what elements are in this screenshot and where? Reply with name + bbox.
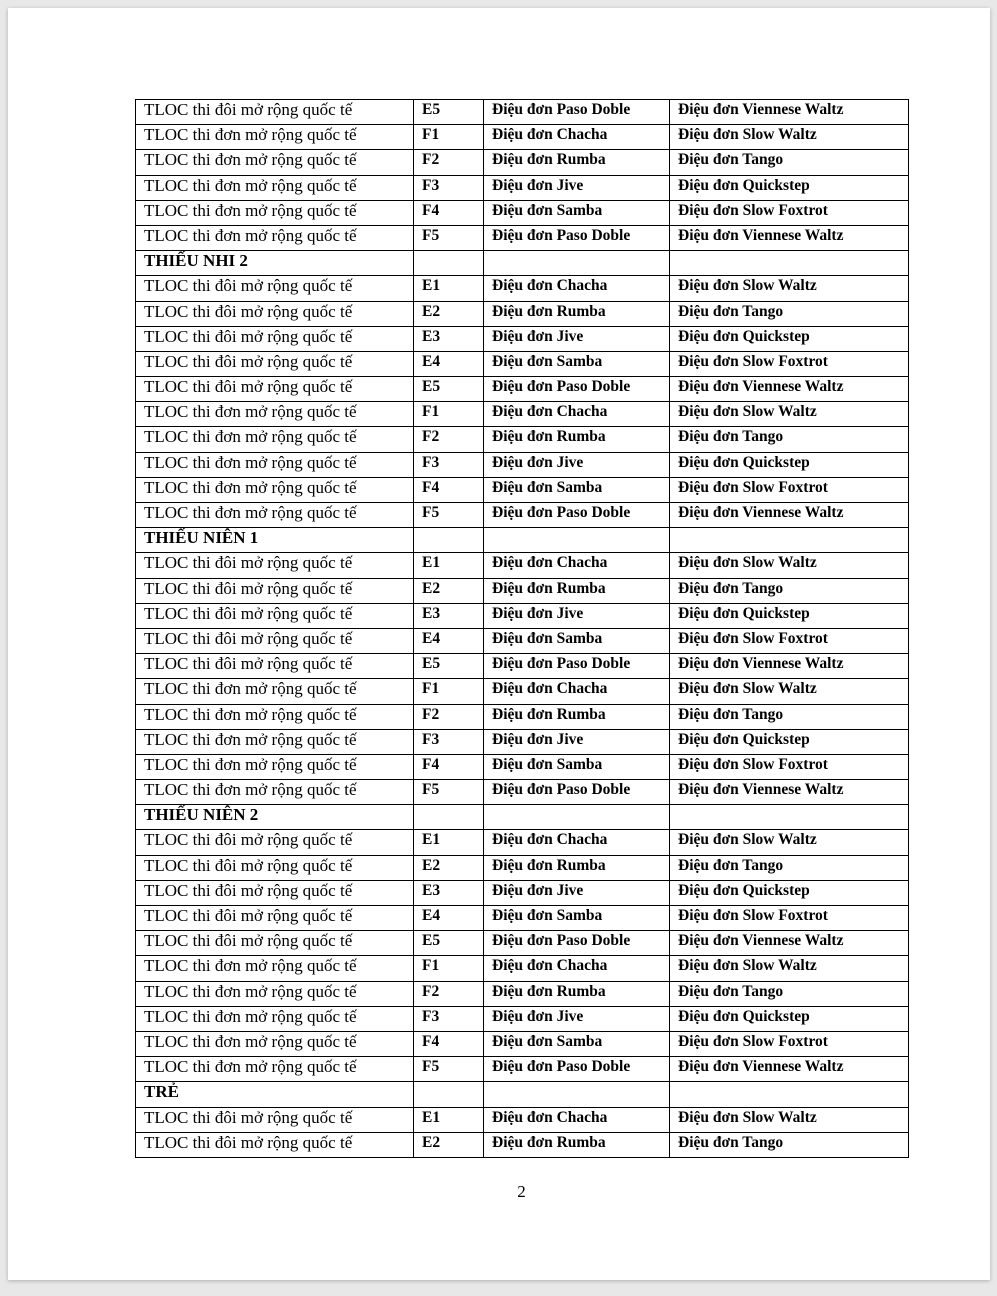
dance-cell-2: Điệu đơn Tango: [670, 150, 909, 175]
table-row: [136, 427, 909, 452]
code-cell: F2: [414, 427, 484, 452]
event-cell: TLOC thi đơn mở rộng quốc tế: [136, 175, 414, 200]
code-cell: E4: [414, 906, 484, 931]
dance-cell-2: Điệu đơn Slow Foxtrot: [670, 477, 909, 502]
table-row: [136, 225, 909, 250]
event-cell: TLOC thi đơn mở rộng quốc tế: [136, 427, 414, 452]
event-table-body: [136, 100, 909, 1158]
event-cell: TLOC thi đôi mở rộng quốc tế: [136, 326, 414, 351]
dance-cell-2: Điệu đơn Slow Waltz: [670, 830, 909, 855]
table-row: [136, 1107, 909, 1132]
event-cell: TLOC thi đơn mở rộng quốc tế: [136, 704, 414, 729]
table-row: [136, 452, 909, 477]
event-cell: TLOC thi đơn mở rộng quốc tế: [136, 729, 414, 754]
dance-cell-2: Điệu đơn Slow Foxtrot: [670, 351, 909, 376]
table-row: [136, 301, 909, 326]
empty-cell: [670, 1082, 909, 1107]
event-cell: TLOC thi đơn mở rộng quốc tế: [136, 452, 414, 477]
empty-cell: [484, 528, 670, 553]
dance-cell-1: Điệu đơn Chacha: [484, 402, 670, 427]
dance-cell-1: Điệu đơn Rumba: [484, 427, 670, 452]
code-cell: E5: [414, 654, 484, 679]
dance-cell-1: Điệu đơn Paso Doble: [484, 225, 670, 250]
section-title: THIẾU NIÊN 2: [136, 805, 414, 830]
code-cell: E1: [414, 830, 484, 855]
section-row: [136, 251, 909, 276]
code-cell: F2: [414, 981, 484, 1006]
table-row: [136, 1057, 909, 1082]
event-cell: TLOC thi đôi mở rộng quốc tế: [136, 931, 414, 956]
event-cell: TLOC thi đơn mở rộng quốc tế: [136, 402, 414, 427]
event-cell: TLOC thi đôi mở rộng quốc tế: [136, 377, 414, 402]
dance-cell-2: Điệu đơn Tango: [670, 301, 909, 326]
dance-cell-1: Điệu đơn Chacha: [484, 125, 670, 150]
section-row: [136, 805, 909, 830]
table-row: [136, 780, 909, 805]
dance-cell-2: Điệu đơn Quickstep: [670, 326, 909, 351]
code-cell: F5: [414, 503, 484, 528]
dance-cell-1: Điệu đơn Chacha: [484, 679, 670, 704]
section-row: [136, 528, 909, 553]
event-cell: TLOC thi đôi mở rộng quốc tế: [136, 578, 414, 603]
event-cell: TLOC thi đôi mở rộng quốc tế: [136, 855, 414, 880]
event-cell: TLOC thi đôi mở rộng quốc tế: [136, 276, 414, 301]
code-cell: F1: [414, 956, 484, 981]
dance-cell-2: Điệu đơn Slow Foxtrot: [670, 906, 909, 931]
dance-cell-1: Điệu đơn Samba: [484, 351, 670, 376]
code-cell: E5: [414, 100, 484, 125]
code-cell: F3: [414, 1006, 484, 1031]
dance-cell-1: Điệu đơn Samba: [484, 1031, 670, 1056]
event-cell: TLOC thi đơn mở rộng quốc tế: [136, 477, 414, 502]
event-cell: TLOC thi đôi mở rộng quốc tế: [136, 880, 414, 905]
dance-cell-1: Điệu đơn Rumba: [484, 981, 670, 1006]
event-cell: TLOC thi đơn mở rộng quốc tế: [136, 225, 414, 250]
code-cell: F2: [414, 150, 484, 175]
dance-cell-1: Điệu đơn Rumba: [484, 704, 670, 729]
dance-cell-2: Điệu đơn Slow Waltz: [670, 276, 909, 301]
table-row: [136, 125, 909, 150]
dance-cell-2: Điệu đơn Quickstep: [670, 603, 909, 628]
table-row: [136, 1031, 909, 1056]
table-row: [136, 679, 909, 704]
code-cell: E2: [414, 855, 484, 880]
table-row: [136, 981, 909, 1006]
dance-cell-2: Điệu đơn Tango: [670, 981, 909, 1006]
code-cell: F4: [414, 754, 484, 779]
empty-cell: [670, 528, 909, 553]
table-row: [136, 402, 909, 427]
dance-cell-1: Điệu đơn Jive: [484, 1006, 670, 1031]
dance-cell-2: Điệu đơn Slow Waltz: [670, 1107, 909, 1132]
dance-cell-1: Điệu đơn Jive: [484, 880, 670, 905]
document-page: [8, 8, 990, 1280]
dance-cell-2: Điệu đơn Viennese Waltz: [670, 503, 909, 528]
empty-cell: [414, 251, 484, 276]
code-cell: F1: [414, 125, 484, 150]
dance-cell-1: Điệu đơn Paso Doble: [484, 377, 670, 402]
dance-cell-2: Điệu đơn Slow Waltz: [670, 956, 909, 981]
code-cell: E2: [414, 578, 484, 603]
empty-cell: [670, 251, 909, 276]
event-cell: TLOC thi đôi mở rộng quốc tế: [136, 628, 414, 653]
dance-cell-2: Điệu đơn Slow Foxtrot: [670, 200, 909, 225]
code-cell: F1: [414, 402, 484, 427]
dance-cell-2: Điệu đơn Tango: [670, 704, 909, 729]
dance-cell-2: Điệu đơn Slow Waltz: [670, 125, 909, 150]
dance-cell-1: Điệu đơn Paso Doble: [484, 100, 670, 125]
dance-cell-2: Điệu đơn Quickstep: [670, 452, 909, 477]
event-cell: TLOC thi đôi mở rộng quốc tế: [136, 603, 414, 628]
event-table: [135, 99, 909, 1158]
dance-cell-2: Điệu đơn Viennese Waltz: [670, 1057, 909, 1082]
dance-cell-1: Điệu đơn Samba: [484, 754, 670, 779]
table-row: [136, 729, 909, 754]
table-row: [136, 503, 909, 528]
code-cell: E2: [414, 1132, 484, 1157]
table-row: [136, 956, 909, 981]
table-row: [136, 351, 909, 376]
section-row: [136, 1082, 909, 1107]
code-cell: F4: [414, 477, 484, 502]
event-cell: TLOC thi đôi mở rộng quốc tế: [136, 830, 414, 855]
dance-cell-2: Điệu đơn Slow Foxtrot: [670, 628, 909, 653]
table-row: [136, 175, 909, 200]
table-row: [136, 906, 909, 931]
dance-cell-1: Điệu đơn Chacha: [484, 276, 670, 301]
dance-cell-1: Điệu đơn Samba: [484, 906, 670, 931]
table-row: [136, 477, 909, 502]
dance-cell-1: Điệu đơn Chacha: [484, 956, 670, 981]
empty-cell: [414, 528, 484, 553]
event-cell: TLOC thi đơn mở rộng quốc tế: [136, 1031, 414, 1056]
table-row: [136, 628, 909, 653]
dance-cell-1: Điệu đơn Rumba: [484, 578, 670, 603]
event-cell: TLOC thi đôi mở rộng quốc tế: [136, 654, 414, 679]
event-cell: TLOC thi đôi mở rộng quốc tế: [136, 351, 414, 376]
table-row: [136, 880, 909, 905]
dance-cell-1: Điệu đơn Samba: [484, 477, 670, 502]
dance-cell-2: Điệu đơn Viennese Waltz: [670, 780, 909, 805]
dance-cell-2: Điệu đơn Tango: [670, 427, 909, 452]
section-title: TRẺ: [136, 1082, 414, 1107]
dance-cell-2: Điệu đơn Quickstep: [670, 729, 909, 754]
dance-cell-2: Điệu đơn Viennese Waltz: [670, 931, 909, 956]
event-cell: TLOC thi đơn mở rộng quốc tế: [136, 125, 414, 150]
code-cell: E3: [414, 603, 484, 628]
dance-cell-1: Điệu đơn Paso Doble: [484, 503, 670, 528]
code-cell: E1: [414, 553, 484, 578]
event-cell: TLOC thi đơn mở rộng quốc tế: [136, 503, 414, 528]
dance-cell-2: Điệu đơn Viennese Waltz: [670, 654, 909, 679]
dance-cell-2: Điệu đơn Viennese Waltz: [670, 225, 909, 250]
empty-cell: [484, 1082, 670, 1107]
dance-cell-1: Điệu đơn Paso Doble: [484, 780, 670, 805]
code-cell: F4: [414, 200, 484, 225]
empty-cell: [670, 805, 909, 830]
dance-cell-1: Điệu đơn Jive: [484, 452, 670, 477]
section-title: THIẾU NIÊN 1: [136, 528, 414, 553]
table-row: [136, 754, 909, 779]
page-number: 2: [517, 1182, 526, 1201]
dance-cell-1: Điệu đơn Samba: [484, 200, 670, 225]
code-cell: F5: [414, 780, 484, 805]
dance-cell-1: Điệu đơn Chacha: [484, 553, 670, 578]
dance-cell-1: Điệu đơn Rumba: [484, 150, 670, 175]
empty-cell: [414, 805, 484, 830]
event-cell: TLOC thi đơn mở rộng quốc tế: [136, 200, 414, 225]
event-cell: TLOC thi đơn mở rộng quốc tế: [136, 754, 414, 779]
dance-cell-2: Điệu đơn Tango: [670, 855, 909, 880]
table-row: [136, 704, 909, 729]
empty-cell: [484, 805, 670, 830]
code-cell: E4: [414, 628, 484, 653]
code-cell: F1: [414, 679, 484, 704]
event-cell: TLOC thi đơn mở rộng quốc tế: [136, 1057, 414, 1082]
dance-cell-2: Điệu đơn Viennese Waltz: [670, 377, 909, 402]
dance-cell-2: Điệu đơn Slow Waltz: [670, 402, 909, 427]
dance-cell-1: Điệu đơn Rumba: [484, 1132, 670, 1157]
table-row: [136, 603, 909, 628]
dance-cell-2: Điệu đơn Quickstep: [670, 175, 909, 200]
dance-cell-2: Điệu đơn Tango: [670, 1132, 909, 1157]
dance-cell-2: Điệu đơn Viennese Waltz: [670, 100, 909, 125]
code-cell: E4: [414, 351, 484, 376]
event-cell: TLOC thi đôi mở rộng quốc tế: [136, 1107, 414, 1132]
table-row: [136, 855, 909, 880]
dance-cell-2: Điệu đơn Quickstep: [670, 880, 909, 905]
table-row: [136, 654, 909, 679]
table-row: [136, 830, 909, 855]
code-cell: E1: [414, 1107, 484, 1132]
dance-cell-2: Điệu đơn Quickstep: [670, 1006, 909, 1031]
code-cell: E3: [414, 880, 484, 905]
code-cell: E1: [414, 276, 484, 301]
code-cell: F2: [414, 704, 484, 729]
event-cell: TLOC thi đôi mở rộng quốc tế: [136, 100, 414, 125]
table-row: [136, 578, 909, 603]
code-cell: E5: [414, 377, 484, 402]
dance-cell-1: Điệu đơn Jive: [484, 603, 670, 628]
table-row: [136, 1132, 909, 1157]
empty-cell: [484, 251, 670, 276]
empty-cell: [414, 1082, 484, 1107]
event-cell: TLOC thi đơn mở rộng quốc tế: [136, 780, 414, 805]
dance-cell-1: Điệu đơn Paso Doble: [484, 654, 670, 679]
table-row: [136, 553, 909, 578]
code-cell: E3: [414, 326, 484, 351]
dance-cell-1: Điệu đơn Paso Doble: [484, 1057, 670, 1082]
dance-cell-2: Điệu đơn Slow Waltz: [670, 679, 909, 704]
table-row: [136, 150, 909, 175]
event-cell: TLOC thi đơn mở rộng quốc tế: [136, 981, 414, 1006]
dance-cell-1: Điệu đơn Rumba: [484, 301, 670, 326]
dance-cell-1: Điệu đơn Chacha: [484, 830, 670, 855]
dance-cell-1: Điệu đơn Jive: [484, 326, 670, 351]
table-row: [136, 200, 909, 225]
event-cell: TLOC thi đơn mở rộng quốc tế: [136, 1006, 414, 1031]
table-row: [136, 1006, 909, 1031]
section-title: THIẾU NHI 2: [136, 251, 414, 276]
dance-cell-2: Điệu đơn Slow Foxtrot: [670, 754, 909, 779]
event-cell: TLOC thi đơn mở rộng quốc tế: [136, 150, 414, 175]
code-cell: F3: [414, 175, 484, 200]
table-row: [136, 326, 909, 351]
dance-cell-1: Điệu đơn Jive: [484, 729, 670, 754]
dance-cell-1: Điệu đơn Paso Doble: [484, 931, 670, 956]
code-cell: F3: [414, 452, 484, 477]
table-row: [136, 377, 909, 402]
event-cell: TLOC thi đơn mở rộng quốc tế: [136, 679, 414, 704]
code-cell: E2: [414, 301, 484, 326]
dance-cell-1: Điệu đơn Samba: [484, 628, 670, 653]
dance-cell-2: Điệu đơn Slow Waltz: [670, 553, 909, 578]
dance-cell-2: Điệu đơn Slow Foxtrot: [670, 1031, 909, 1056]
event-cell: TLOC thi đôi mở rộng quốc tế: [136, 301, 414, 326]
event-cell: TLOC thi đôi mở rộng quốc tế: [136, 553, 414, 578]
code-cell: F4: [414, 1031, 484, 1056]
event-cell: TLOC thi đôi mở rộng quốc tế: [136, 906, 414, 931]
code-cell: F3: [414, 729, 484, 754]
table-row: [136, 931, 909, 956]
table-row: [136, 276, 909, 301]
code-cell: E5: [414, 931, 484, 956]
dance-cell-1: Điệu đơn Rumba: [484, 855, 670, 880]
table-row: [136, 100, 909, 125]
code-cell: F5: [414, 1057, 484, 1082]
event-cell: TLOC thi đôi mở rộng quốc tế: [136, 1132, 414, 1157]
dance-cell-2: Điệu đơn Tango: [670, 578, 909, 603]
dance-cell-1: Điệu đơn Chacha: [484, 1107, 670, 1132]
code-cell: F5: [414, 225, 484, 250]
dance-cell-1: Điệu đơn Jive: [484, 175, 670, 200]
event-cell: TLOC thi đơn mở rộng quốc tế: [136, 956, 414, 981]
